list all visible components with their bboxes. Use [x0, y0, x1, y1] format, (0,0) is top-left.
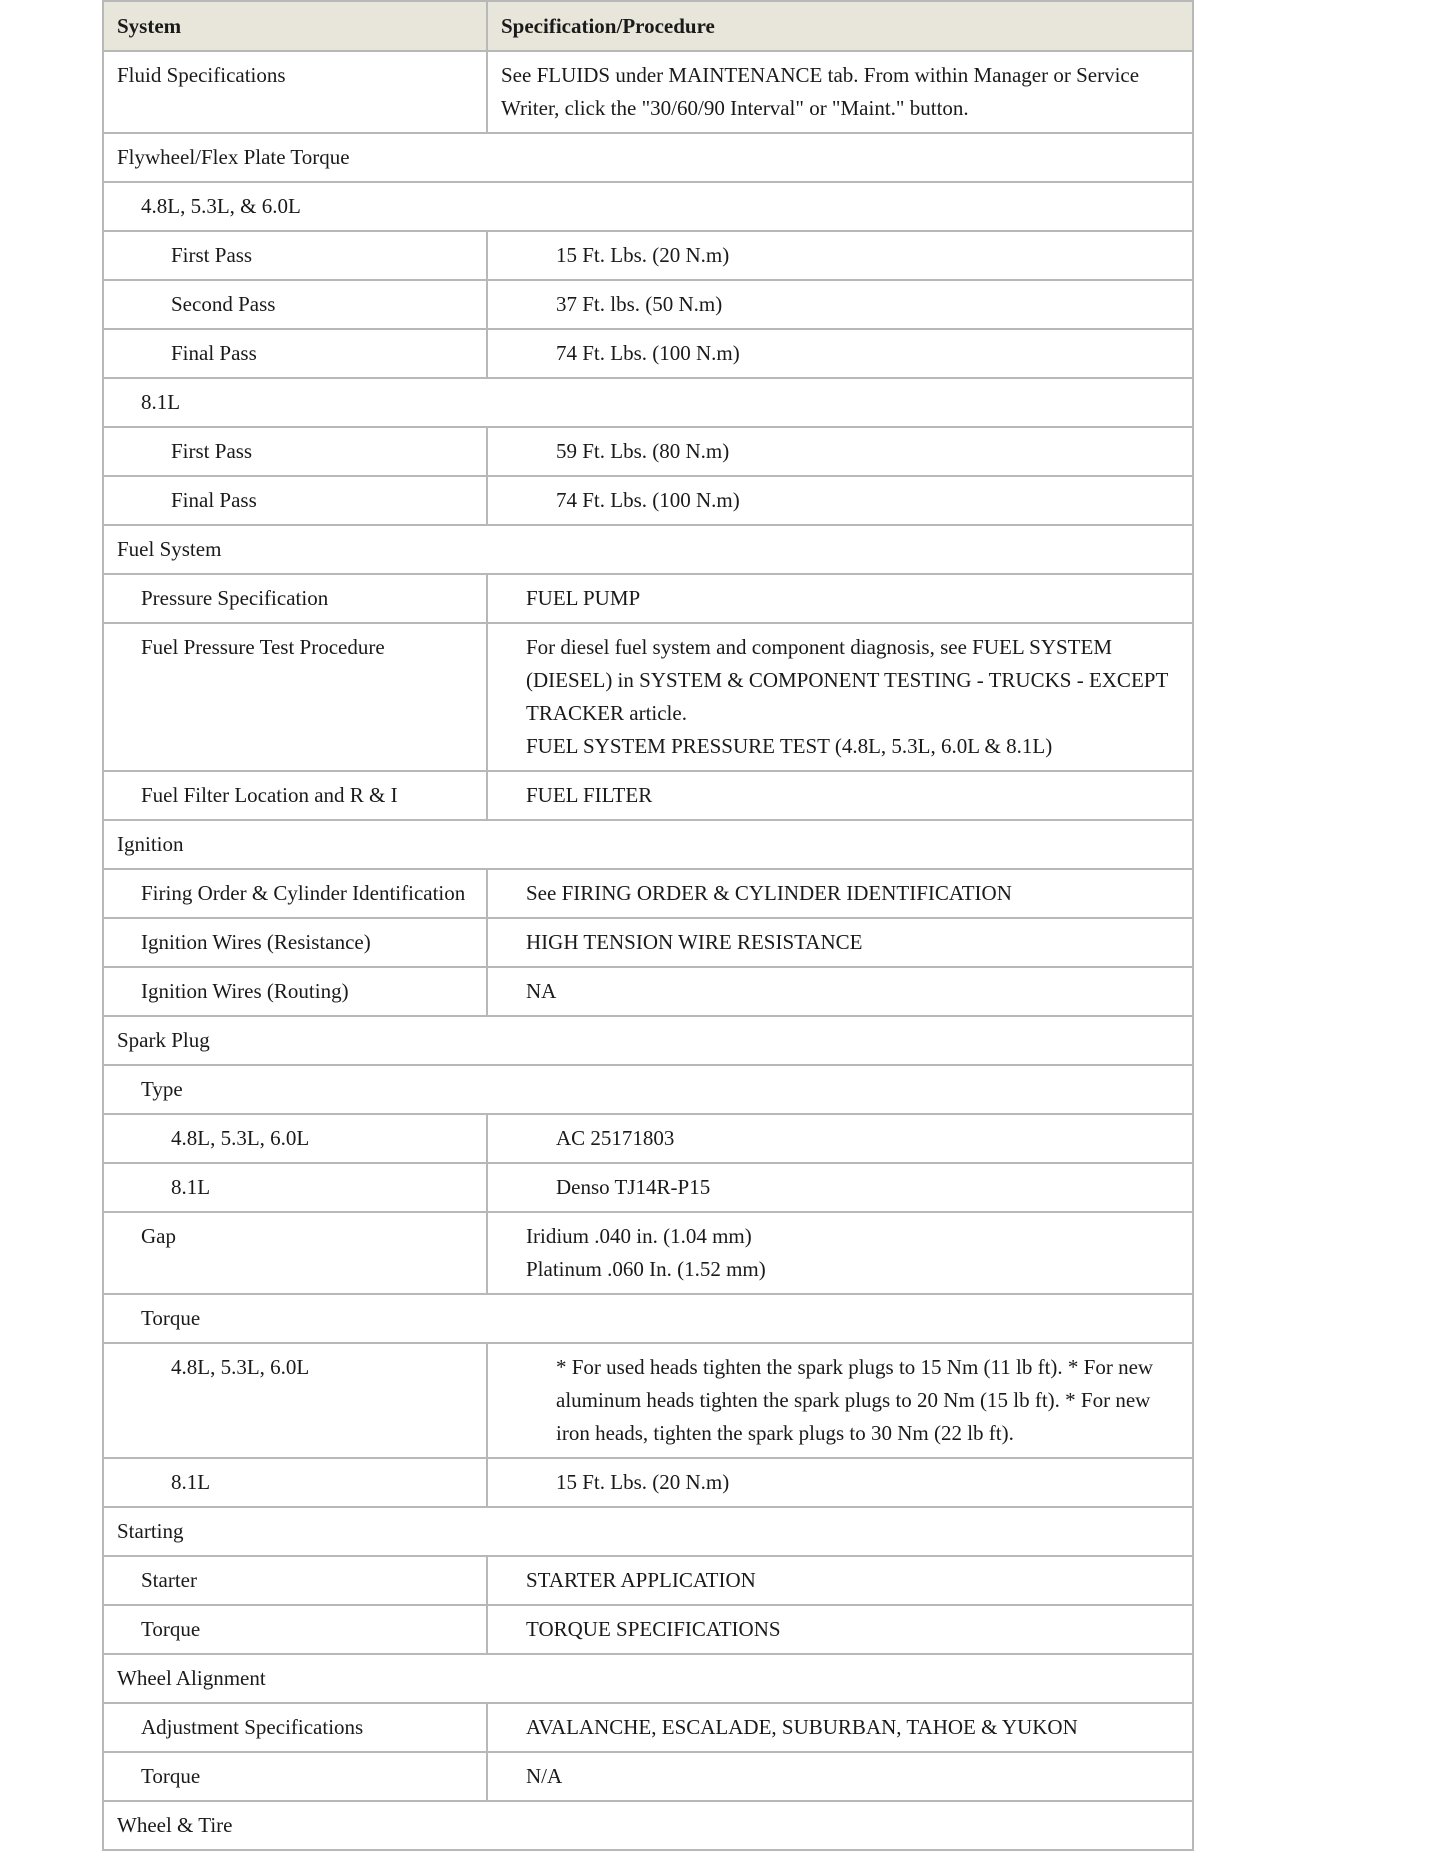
spec-line: NA: [526, 979, 557, 1003]
section-label: 8.1L: [103, 378, 1193, 427]
spec-line: 74 Ft. Lbs. (100 N.m): [556, 341, 740, 365]
section-label: Wheel Alignment: [103, 1654, 1193, 1703]
spec-line: STARTER APPLICATION: [526, 1568, 756, 1592]
spec-line: 15 Ft. Lbs. (20 N.m): [556, 1470, 730, 1494]
section-row: [103, 1016, 1193, 1065]
section-label: Fuel System: [103, 525, 1193, 574]
system-cell: Gap: [103, 1212, 487, 1294]
system-cell: 4.8L, 5.3L, 6.0L: [103, 1343, 487, 1458]
section-label: 4.8L, 5.3L, & 6.0L: [103, 182, 1193, 231]
spec-line: 74 Ft. Lbs. (100 N.m): [556, 488, 740, 512]
system-cell: Second Pass: [103, 280, 487, 329]
table-row: [103, 1212, 1193, 1294]
system-cell: 8.1L: [103, 1458, 487, 1507]
spec-line: See FIRING ORDER & CYLINDER IDENTIFICATION: [526, 881, 1012, 905]
system-cell: Final Pass: [103, 329, 487, 378]
section-row: [103, 1294, 1193, 1343]
section-label: Torque: [103, 1294, 1193, 1343]
section-row: [103, 1654, 1193, 1703]
column-header-spec: Specification/Procedure: [487, 1, 1193, 51]
table-body: [103, 51, 1193, 1850]
spec-line: N/A: [526, 1764, 563, 1788]
table-row: [103, 623, 1193, 771]
section-label: Spark Plug: [103, 1016, 1193, 1065]
spec-line: AC 25171803: [556, 1126, 675, 1150]
spec-cell: [487, 476, 1193, 525]
table-row: [103, 1752, 1193, 1801]
spec-cell: [487, 1114, 1193, 1163]
table-header-row: [103, 1, 1193, 51]
spec-cell: [487, 329, 1193, 378]
section-label: Starting: [103, 1507, 1193, 1556]
spec-cell: [487, 51, 1193, 133]
system-cell: Final Pass: [103, 476, 487, 525]
system-cell: Fuel Filter Location and R & I: [103, 771, 487, 820]
table-row: [103, 1343, 1193, 1458]
spec-line: Iridium .040 in. (1.04 mm): [526, 1224, 752, 1248]
system-cell: Fuel Pressure Test Procedure: [103, 623, 487, 771]
system-cell: Pressure Specification: [103, 574, 487, 623]
table-row: [103, 329, 1193, 378]
spec-cell: [487, 1343, 1193, 1458]
spec-cell: [487, 1556, 1193, 1605]
table-row: [103, 967, 1193, 1016]
system-cell: Adjustment Specifications: [103, 1703, 487, 1752]
spec-cell: [487, 1703, 1193, 1752]
system-cell: First Pass: [103, 231, 487, 280]
spec-line: TORQUE SPECIFICATIONS: [526, 1617, 781, 1641]
spec-cell: [487, 918, 1193, 967]
spec-cell: [487, 623, 1193, 771]
table-row: [103, 476, 1193, 525]
spec-line: HIGH TENSION WIRE RESISTANCE: [526, 930, 863, 954]
system-cell: Firing Order & Cylinder Identification: [103, 869, 487, 918]
table-row: [103, 1556, 1193, 1605]
system-cell: Fluid Specifications: [103, 51, 487, 133]
table-row: [103, 1114, 1193, 1163]
spec-cell: [487, 1163, 1193, 1212]
table-row: [103, 1605, 1193, 1654]
section-label: Flywheel/Flex Plate Torque: [103, 133, 1193, 182]
table-row: [103, 869, 1193, 918]
table-row: [103, 918, 1193, 967]
spec-cell: [487, 280, 1193, 329]
table-row: [103, 574, 1193, 623]
spec-line: 15 Ft. Lbs. (20 N.m): [556, 243, 730, 267]
spec-cell: [487, 1752, 1193, 1801]
system-cell: Torque: [103, 1605, 487, 1654]
table-row: [103, 1163, 1193, 1212]
system-cell: 8.1L: [103, 1163, 487, 1212]
spec-table: [102, 0, 1194, 1851]
spec-cell: [487, 869, 1193, 918]
spec-cell: [487, 427, 1193, 476]
spec-cell: [487, 574, 1193, 623]
spec-line: See FLUIDS under MAINTENANCE tab. From within Manager or Service Writer, click the "30/60/90 Interval" or "Maint." button.: [501, 63, 1140, 120]
system-cell: Torque: [103, 1752, 487, 1801]
spec-line: 59 Ft. Lbs. (80 N.m): [556, 439, 730, 463]
spec-cell: [487, 967, 1193, 1016]
spec-line: FUEL PUMP: [526, 586, 641, 610]
spec-line: FUEL FILTER: [526, 783, 653, 807]
system-cell: 4.8L, 5.3L, 6.0L: [103, 1114, 487, 1163]
spec-line: For diesel fuel system and component diagnosis, see FUEL SYSTEM (DIESEL) in SYSTEM & COMPONENT TESTING - TRUCKS - EXCEPT TRACKER article.: [526, 635, 1168, 725]
spec-line: * For used heads tighten the spark plugs to 15 Nm (11 lb ft). * For new aluminum heads tighten the spark plugs to 20 Nm (15 lb ft). * For new iron heads, tighten the spark plugs to 30 Nm (22 lb ft).: [556, 1355, 1154, 1445]
spec-line: FUEL SYSTEM PRESSURE TEST (4.8L, 5.3L, 6.0L & 8.1L): [526, 734, 1053, 758]
section-row: [103, 525, 1193, 574]
system-cell: Ignition Wires (Resistance): [103, 918, 487, 967]
table-row: [103, 427, 1193, 476]
section-row: [103, 820, 1193, 869]
section-row: [103, 1801, 1193, 1850]
system-cell: Starter: [103, 1556, 487, 1605]
section-row: [103, 378, 1193, 427]
system-cell: First Pass: [103, 427, 487, 476]
section-row: [103, 1065, 1193, 1114]
spec-line: Denso TJ14R-P15: [556, 1175, 711, 1199]
table-row: [103, 231, 1193, 280]
table-row: [103, 1703, 1193, 1752]
table-row: [103, 51, 1193, 133]
section-row: [103, 133, 1193, 182]
section-row: [103, 1507, 1193, 1556]
spec-cell: [487, 771, 1193, 820]
section-label: Ignition: [103, 820, 1193, 869]
spec-line: 37 Ft. lbs. (50 N.m): [556, 292, 723, 316]
table-row: [103, 280, 1193, 329]
section-row: [103, 182, 1193, 231]
spec-cell: [487, 1458, 1193, 1507]
spec-cell: [487, 1212, 1193, 1294]
spec-line: AVALANCHE, ESCALADE, SUBURBAN, TAHOE & YUKON: [526, 1715, 1078, 1739]
table-row: [103, 771, 1193, 820]
table-row: [103, 1458, 1193, 1507]
system-cell: Ignition Wires (Routing): [103, 967, 487, 1016]
spec-line: Platinum .060 In. (1.52 mm): [526, 1257, 766, 1281]
section-label: Wheel & Tire: [103, 1801, 1193, 1850]
spec-cell: [487, 1605, 1193, 1654]
section-label: Type: [103, 1065, 1193, 1114]
column-header-system: System: [103, 1, 487, 51]
spec-cell: [487, 231, 1193, 280]
